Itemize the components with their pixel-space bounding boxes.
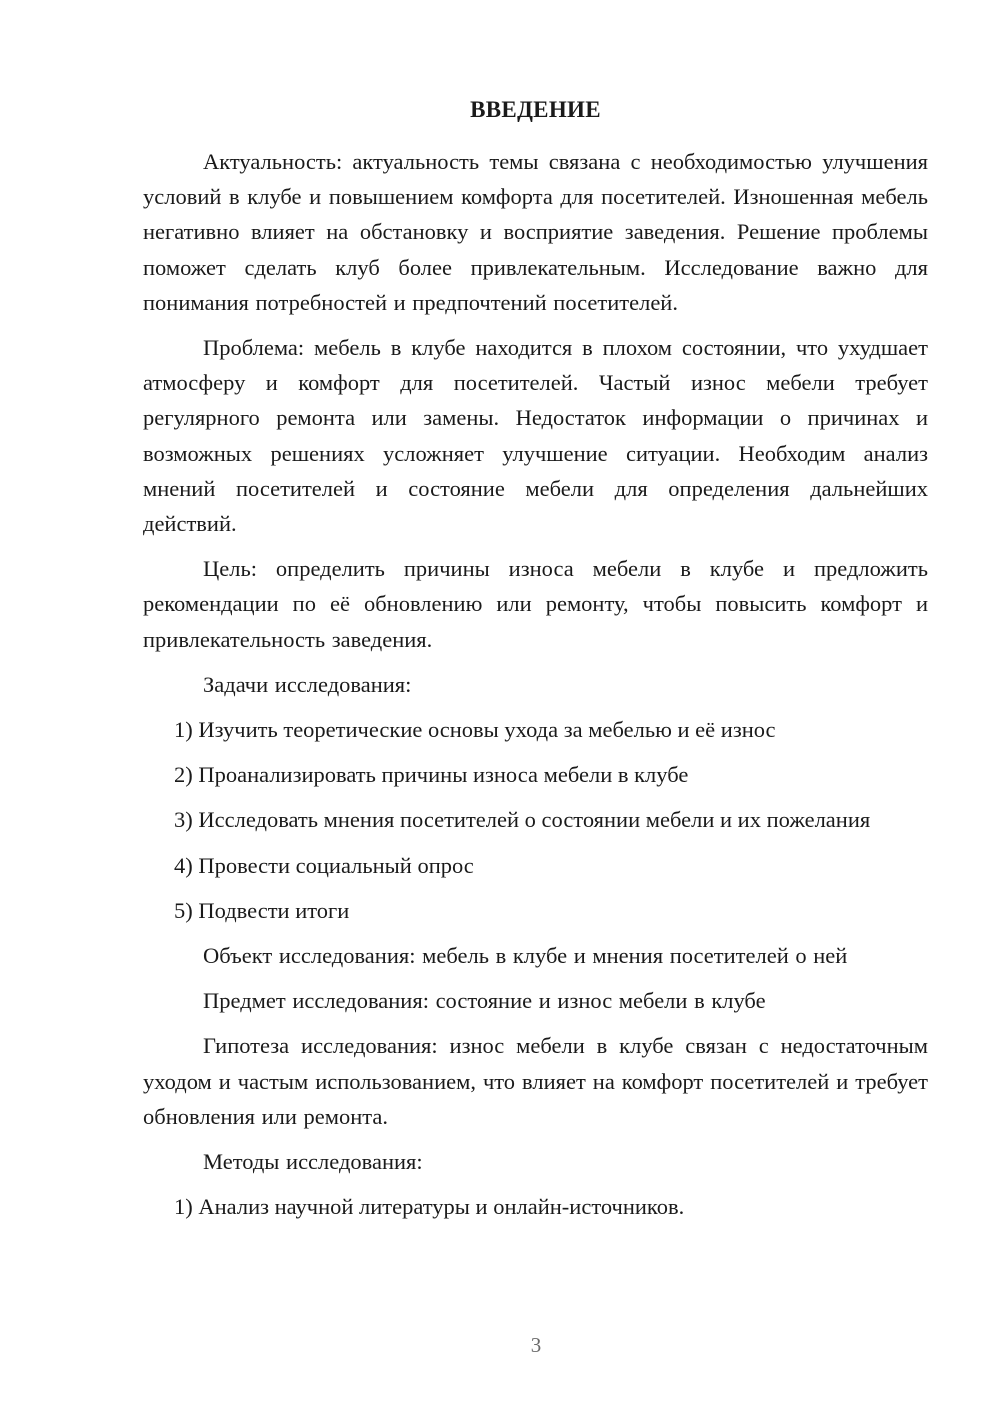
task-item: 5) Подвести итоги — [174, 897, 350, 923]
paragraph-object: Объект исследования: мебель в клубе и мнения посетителей о ней — [203, 943, 848, 969]
paragraph-problem: Проблема: мебель в клубе находится в плохом состоянии, что ухудшает атмосферу и комфорт для посетителей. Частый износ мебели требует регулярного ремонта или замены. Недостаток информации о причинах и возможных решениях усложняет улучшение ситуации. Необходим анализ мнений посетителей и состояние мебели для определения дальнейших действий. — [143, 335, 928, 537]
task-item: 3) Исследовать мнения посетителей о состоянии мебели и их пожелания — [174, 807, 871, 833]
paragraph-goal: Цель: определить причины износа мебели в клубе и предложить рекомендации по её обновлению или ремонту, чтобы повысить комфорт и привлекательность заведения. — [143, 556, 928, 652]
paragraph-methods-title: Методы исследования: — [203, 1149, 423, 1175]
task-item: 2) Проанализировать причины износа мебели в клубе — [174, 762, 689, 788]
section-heading: ВВЕДЕНИЕ — [470, 97, 601, 122]
paragraph-tasks-title: Задачи исследования: — [203, 671, 412, 697]
page-number: 3 — [530, 1333, 542, 1357]
task-item: 1) Изучить теоретические основы ухода за мебелью и её износ — [174, 717, 776, 743]
method-item: 1) Анализ научной литературы и онлайн-источников. — [174, 1194, 685, 1220]
paragraph-hypothesis: Гипотеза исследования: износ мебели в клубе связан с недостаточным уходом и частым использованием, что влияет на комфорт посетителей и требует обновления или ремонта. — [143, 1033, 928, 1129]
paragraph-subject: Предмет исследования: состояние и износ мебели в клубе — [203, 988, 766, 1014]
task-item: 4) Провести социальный опрос — [174, 852, 474, 878]
paragraph-relevance: Актуальность: актуальность темы связана с необходимостью улучшения условий в клубе и повышением комфорта для посетителей. Изношенная мебель негативно влияет на обстановку и восприятие заведения. Решение проблемы поможет сделать клуб более привлекательным. Исследование важно для понимания потребностей и предпочтений посетителей. — [143, 149, 928, 315]
document-page — [143, 92, 928, 1224]
